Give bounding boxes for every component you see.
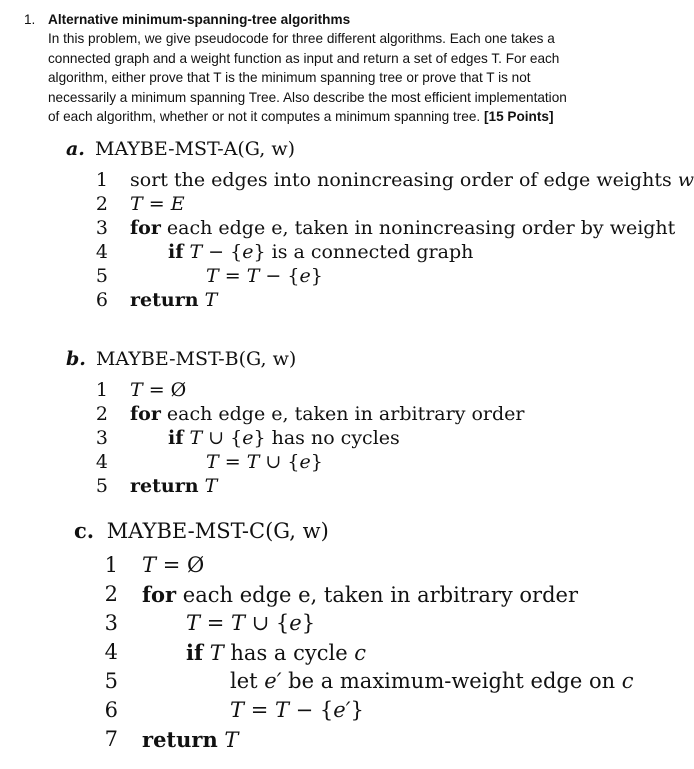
algorithm-a-header bbox=[66, 138, 295, 160]
algorithm-params: (G, w) bbox=[238, 348, 297, 370]
line-number: 5 bbox=[95, 265, 108, 287]
problem-description bbox=[48, 29, 652, 127]
line-number: 1 bbox=[95, 169, 108, 191]
algorithm-label: c. bbox=[74, 518, 95, 543]
line-number: 6 bbox=[104, 698, 118, 722]
description-line: algorithm, either prove that T is the minimum spanning tree or prove that T is not bbox=[48, 70, 531, 86]
algorithm-params: (G, w) bbox=[265, 519, 329, 543]
description-text: of each algorithm, whether or not it computes a minimum spanning tree. bbox=[48, 109, 481, 125]
description-line-last bbox=[48, 107, 652, 127]
line-code: return T bbox=[130, 289, 218, 311]
line-number: 6 bbox=[95, 289, 108, 311]
line-number: 4 bbox=[95, 241, 108, 263]
line-code: T = T − {e} bbox=[206, 265, 323, 287]
line-code: T = T − {e′} bbox=[230, 698, 364, 722]
algorithm-b-header bbox=[66, 348, 296, 370]
algorithm-name: MAYBE-MST-A bbox=[94, 138, 238, 160]
line-code: let e′ be a maximum-weight edge on c bbox=[230, 669, 634, 693]
description-line: necessarily a minimum spanning Tree. Also describe the most efficient implementation bbox=[48, 89, 567, 105]
line-number: 7 bbox=[104, 727, 118, 751]
algorithm-label: a. bbox=[66, 138, 85, 160]
problem-title: Alternative minimum-spanning-tree algorithms bbox=[48, 12, 351, 27]
line-number: 5 bbox=[95, 475, 108, 497]
line-code: T = T ∪ {e} bbox=[206, 451, 323, 473]
line-number: 3 bbox=[95, 217, 108, 239]
line-code: for each edge e, taken in arbitrary order bbox=[142, 582, 579, 607]
line-number: 2 bbox=[104, 582, 118, 606]
line-number: 2 bbox=[95, 403, 108, 425]
algorithm-params: (G, w) bbox=[237, 138, 296, 160]
line-number: 2 bbox=[95, 193, 108, 215]
line-number: 4 bbox=[104, 640, 118, 664]
line-code: return T bbox=[130, 475, 218, 497]
line-number: 1 bbox=[95, 379, 108, 401]
line-code: T = Ø bbox=[142, 553, 205, 577]
line-code: return T bbox=[142, 727, 239, 752]
line-code: for each edge e, taken in nonincreasing order by weight bbox=[130, 217, 676, 239]
algorithm-label: b. bbox=[66, 348, 86, 370]
line-number: 5 bbox=[104, 669, 118, 693]
problem-number: 1. bbox=[24, 12, 36, 27]
line-number: 3 bbox=[104, 611, 118, 635]
algorithm-name: MAYBE-MST-C bbox=[106, 519, 266, 543]
line-code: if T − {e} is a connected graph bbox=[168, 241, 474, 263]
algorithm-c-header bbox=[74, 518, 329, 543]
line-code: for each edge e, taken in arbitrary order bbox=[130, 403, 525, 425]
line-code: T = E bbox=[130, 193, 185, 215]
description-line: connected graph and a weight function as input and return a set of edges T. For each bbox=[48, 50, 560, 66]
line-code: sort the edges into nonincreasing order of edge weights w bbox=[130, 169, 694, 191]
line-number: 3 bbox=[95, 427, 108, 449]
line-code: T = Ø bbox=[130, 379, 187, 401]
line-code: if T ∪ {e} has no cycles bbox=[168, 427, 400, 449]
line-number: 4 bbox=[95, 451, 108, 473]
line-code: T = T ∪ {e} bbox=[186, 611, 316, 635]
points-label: [15 Points] bbox=[483, 109, 554, 125]
description-line: In this problem, we give pseudocode for three different algorithms. Each one takes a bbox=[48, 31, 555, 46]
line-code: if T has a cycle c bbox=[186, 640, 367, 665]
line-number: 1 bbox=[104, 553, 118, 577]
algorithm-name: MAYBE-MST-B bbox=[95, 348, 239, 370]
